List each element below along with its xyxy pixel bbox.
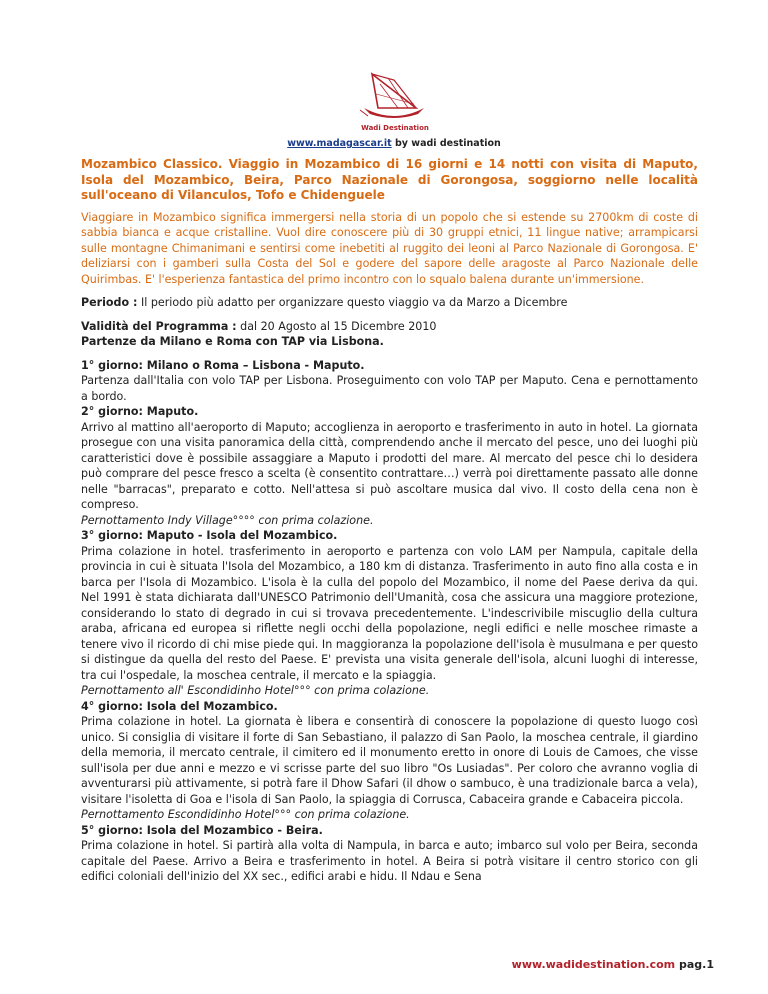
site-link[interactable]: www.madagascar.it bbox=[287, 138, 392, 149]
site-suffix: by wadi destination bbox=[391, 138, 501, 149]
intro-paragraph: Viaggiare in Mozambico significa immergersi nella storia di un popolo che si estende su 2700km di coste di sabbia bianca e acque cristalline. Vuol dire conoscere più di 30 gruppi etnici, 11 lingue native; arrampicarsi sulle montagne Chimanimani e sentirsi come inebetiti al ruggito dei leoni al Parco Nazionale di Gorongosa. E' deliziarsi con i gamberi sulla Costa del Sol e godere del sapore delle aragoste al Parco Nazionale delle Quirimbas. E' l'esperienza fantastica del primo incontro con lo squalo balena durante un'immersione. bbox=[81, 210, 698, 286]
document-title: Mozambico Classico. Viaggio in Mozambico di 16 giorni e 14 notti con visita di Maputo, Isola del Mozambico, Beira, Parco Nazionale di Gorongosa, soggiorno nelle località sull'oceano di Vilanculos, Tofo e Chidenguele bbox=[81, 157, 698, 202]
footer-url[interactable]: www.wadidestination.com bbox=[511, 958, 676, 971]
period-label: Periodo : bbox=[81, 296, 138, 309]
day-5 bbox=[81, 823, 698, 885]
day-3 bbox=[81, 528, 698, 699]
day-2 bbox=[81, 404, 698, 528]
day-text: Prima colazione in hotel. trasferimento in aeroporto e partenza con volo LAM per Nampula, capitale della provincia in cui è situata l'Isola del Mozambico, a 180 km di distanza. Trasferimento in auto fino alla costa e in barca per l'Isola di Mozambico. L'isola è la culla del popolo del Mozambico, il nome del Paese deriva da qui. Nel 1991 è stata dichiarata dall'UNESCO Patrimonio dell'Umanità, cosa che assicura una maggiore protezione, considerando lo stato di degrado in cui si trovava precedentemente. L'indescrivibile miscuglio della cultura araba, africana ed europea si riflette negli occhi della popolazione, negli edifici e nelle moschee rimaste a tenere vivo il ricordo di chi mise piede qui. In maggioranza la popolazione dell'isola è musulmana e per questo si distingue da quella del resto del Paese. E' prevista una visita generale dell'isola, alcuni luoghi di interesse, tra cui l'ospedale, la moschea centrale, il mercato e la spiaggia. bbox=[81, 544, 698, 682]
period-text: Il periodo più adatto per organizzare questo viaggio va da Marzo a Dicembre bbox=[137, 296, 568, 309]
site-line bbox=[0, 138, 768, 149]
validity-label: Validità del Programma : bbox=[81, 319, 237, 333]
day-stay: Pernottamento Escondidinho Hotel°°° con prima colazione. bbox=[81, 808, 410, 821]
day-title: 4° giorno: Isola del Mozambico. bbox=[81, 699, 278, 713]
departures-line: Partenze da Milano e Roma con TAP via Lisbona. bbox=[81, 335, 384, 348]
day-text: Partenza dall'Italia con volo TAP per Lisbona. Proseguimento con volo TAP per Maputo. Cena e pernottamento a bordo. bbox=[81, 374, 698, 403]
period-line bbox=[81, 295, 698, 311]
day-title: 3° giorno: Maputo - Isola del Mozambico. bbox=[81, 529, 338, 542]
validity-text: dal 20 Agosto al 15 Dicembre 2010 bbox=[236, 319, 437, 333]
day-title: 5° giorno: Isola del Mozambico - Beira. bbox=[81, 823, 323, 837]
day-4 bbox=[81, 699, 698, 823]
day-text: Prima colazione in hotel. La giornata è libera e consentirà di conoscere la popolazione di questo luogo così unico. Si consiglia di visitare il forte di San Sebastiano, il palazzo di San Paolo, la moschea centrale, il giardino della memoria, il mercato centrale, il cimitero ed il monumento eretto in onore di Louis de Camoes, che visse sull'isola per due anni e mezzo e vi scrisse parte del suo libro "Os Lusiadas". Per coloro che avranno voglia di avventurarsi più attivamente, si potrà fare il Dhow Safari (il dhow o sambuco, è una tradizionale barca a vela), visitare l'isoletta di Goa e l'isola di San Paolo, la spiaggia di Corrusca, Cabaceira grande e Cabaceira piccola. bbox=[81, 715, 698, 806]
day-title: 1° giorno: Milano o Roma – Lisbona - Maputo. bbox=[81, 358, 365, 372]
document-body bbox=[81, 157, 698, 885]
day-text: Arrivo al mattino all'aeroporto di Maputo; accoglienza in aeroporto e trasferimento in auto in hotel. La giornata prosegue con una visita panoramica della città, comprendendo anche il mercato del pesce, uno dei luoghi più caratteristici dove è possibile assaggiare a Maputo i prodotti del mare. Al mercato del pesce chi lo desidera può comprare del pesce fresco a scelta (è consentito contrattare…) verrà poi direttamente passato alle donne nelle "barracas", preparato e cotto. Nell'attesa si può ascoltare musica dal vivo. Il costo della cena non è compreso. bbox=[81, 420, 698, 511]
page-number: pag.1 bbox=[675, 958, 714, 971]
validity-line bbox=[81, 319, 698, 335]
day-1 bbox=[81, 358, 698, 405]
day-text: Prima colazione in hotel. Si partirà alla volta di Nampula, in barca e auto; imbarco sul volo per Beira, seconda capitale del Paese. Arrivo a Beira e trasferimento in hotel. A Beira si potrà visitare il centro storico con gli edifici coloniali dell'inizio del XX sec., edifici arabi e hidu. Il Ndau e Sena bbox=[81, 839, 698, 883]
day-title: 2° giorno: Maputo. bbox=[81, 405, 199, 418]
logo-text: Wadi Destination bbox=[361, 124, 429, 132]
day-stay: Pernottamento Indy Village°°°° con prima colazione. bbox=[81, 513, 374, 527]
day-stay: Pernottamento all' Escondidinho Hotel°°° con prima colazione. bbox=[81, 684, 430, 697]
page-footer bbox=[512, 958, 714, 971]
